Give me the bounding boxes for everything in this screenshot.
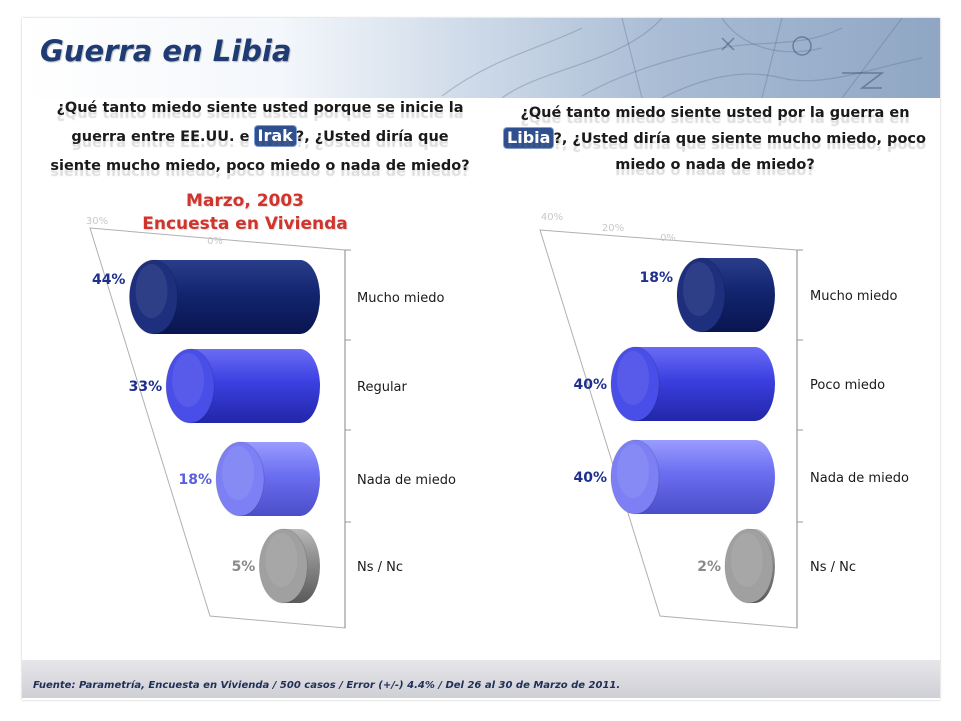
right-chart (540, 212, 909, 628)
data-label: 2% (697, 559, 721, 575)
left-question-part2: ?, ¿Usted diría que siente mucho miedo, poco miedo o nada de miedo? (50, 129, 470, 174)
data-label: 18% (178, 472, 213, 488)
left-question-part1: ¿Qué tanto miedo siente usted porque se inicie la guerra entre EE.UU. e (56, 100, 464, 145)
bar-3 (611, 440, 775, 514)
data-label: 40% (573, 470, 607, 486)
bar-2 (611, 347, 775, 421)
bar-1 (677, 258, 775, 332)
data-label: 33% (128, 379, 163, 395)
left-subtitle-survey: Encuesta en Vivienda (142, 214, 348, 234)
footer-bar (22, 660, 940, 698)
right-question-part1: ¿Qué tanto miedo siente usted por la guerra en (520, 105, 910, 121)
category-label: Nada de miedo (357, 473, 456, 488)
data-label: 40% (573, 377, 607, 393)
axis-tick-label: 30% (85, 216, 109, 227)
right-question-highlight: Libia (504, 128, 553, 148)
category-label: Ns / Nc (357, 560, 404, 575)
axis-tick-label: 40% (540, 212, 564, 223)
axis-tick-label: 0% (207, 236, 223, 247)
bar-4 (725, 529, 775, 603)
category-label: Mucho miedo (810, 289, 898, 304)
bar-3 (216, 442, 320, 516)
page-title: Guerra en Libia (40, 34, 292, 68)
left-question-highlight: Irak (255, 126, 296, 146)
bar-1 (129, 260, 320, 334)
category-label: Nada de miedo (810, 471, 909, 486)
bar-2 (166, 349, 320, 423)
category-label: Regular (357, 380, 407, 395)
source-note: Fuente: Parametría, Encuesta en Vivienda / 500 casos / Error (+/-) 4.4% / Del 26 al 30 de Marzo de 2011. (33, 680, 621, 691)
left-subtitle-date: Marzo, 2003 (185, 191, 305, 211)
axis-tick-label: 0% (660, 233, 676, 244)
left-chart (86, 216, 456, 628)
right-question-part2: ?, ¿Usted diría que siente mucho miedo, poco miedo o nada de miedo? (553, 131, 926, 173)
category-label: Poco miedo (810, 378, 886, 393)
data-label: 5% (231, 559, 256, 575)
category-label: Mucho miedo (357, 291, 445, 306)
bar-4 (259, 529, 320, 603)
data-label: 44% (91, 272, 126, 288)
axis-tick-label: 20% (601, 223, 625, 234)
data-label: 18% (639, 270, 673, 286)
category-label: Ns / Nc (810, 560, 857, 575)
